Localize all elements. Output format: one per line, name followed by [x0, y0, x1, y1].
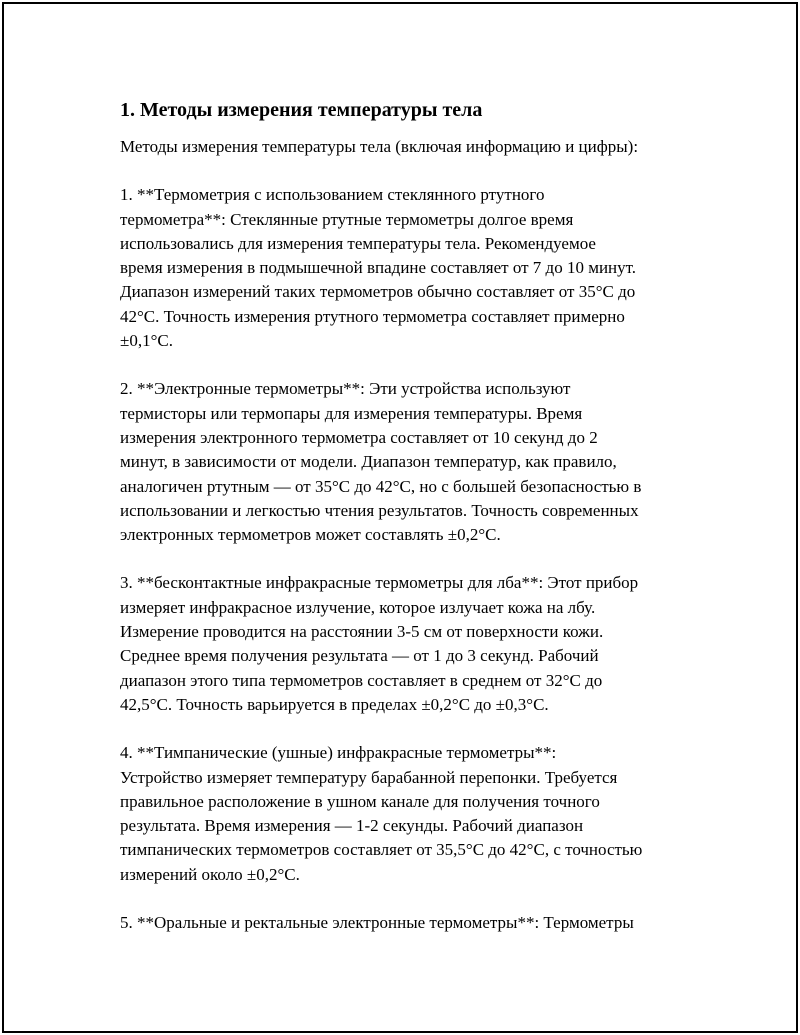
paragraph-line: 5. **Оральные и ректальные электронные термометры**: Термометры	[120, 913, 634, 933]
paragraph-line: 3. **бесконтактные инфракрасные термометры для лба**: Этот прибор	[120, 573, 639, 593]
section-oral-rectal	[120, 911, 700, 935]
paragraph-line: 42°C. Точность измерения ртутного термометра составляет примерно	[120, 306, 625, 326]
paragraph-line: электронных термометров может составлять ±0,2°C.	[120, 525, 501, 545]
paragraph-line: 42,5°C. Точность варьируется в пределах ±0,2°C до ±0,3°C.	[120, 694, 549, 714]
paragraph-line: Измерение проводится на расстоянии 3-5 см от поверхности кожи.	[120, 622, 604, 642]
paragraph-line: использовании и легкостью чтения результатов. Точность современных	[120, 500, 639, 520]
paragraph-line: Среднее время получения результата — от 1 до 3 секунд. Рабочий	[120, 646, 599, 666]
section-mercury-thermometer	[120, 183, 700, 353]
paragraph-line: 1. **Термометрия с использованием стеклянного ртутного	[120, 185, 545, 205]
paragraph-line: время измерения в подмышечной впадине составляет от 7 до 10 минут.	[120, 258, 637, 278]
paragraph-line: термометра**: Стеклянные ртутные термометры долгое время	[120, 209, 574, 229]
paragraph-line: результата. Время измерения — 1-2 секунды. Рабочий диапазон	[120, 816, 584, 836]
paragraph-line: ±0,1°C.	[120, 331, 173, 351]
document-page	[2, 2, 798, 1033]
paragraph-line: использовались для измерения температуры тела. Рекомендуемое	[120, 233, 596, 253]
paragraph-line: Диапазон измерений таких термометров обычно составляет от 35°C до	[120, 282, 636, 302]
paragraph-line: 4. **Тимпанические (ушные) инфракрасные термометры**:	[120, 743, 557, 763]
document-body	[120, 96, 700, 959]
paragraph-line: термисторы или термопары для измерения температуры. Время	[120, 403, 583, 423]
section-forehead-infrared	[120, 571, 700, 717]
section-electronic-thermometers	[120, 377, 700, 547]
paragraph-line: правильное расположение в ушном канале для получения точного	[120, 791, 600, 811]
paragraph-line: Устройство измеряет температуру барабанной перепонки. Требуется	[120, 767, 618, 787]
intro-paragraph: Методы измерения температуры тела (включая информацию и цифры):	[120, 137, 639, 156]
paragraph-line: 2. **Электронные термометры**: Эти устройства используют	[120, 379, 571, 399]
paragraph-line: аналогичен ртутным — от 35°C до 42°C, но с большей безопасностью в	[120, 476, 642, 496]
document-heading: 1. Методы измерения температуры тела	[120, 99, 483, 121]
section-tympanic-infrared	[120, 741, 700, 887]
paragraph-line: измеряет инфракрасное излучение, которое излучает кожа на лбу.	[120, 597, 596, 617]
paragraph-line: диапазон этого типа термометров составляет в среднем от 32°C до	[120, 670, 603, 690]
paragraph-line: минут, в зависимости от модели. Диапазон температур, как правило,	[120, 452, 617, 472]
paragraph-line: измерений около ±0,2°C.	[120, 864, 300, 884]
paragraph-line: измерения электронного термометра составляет от 10 секунд до 2	[120, 427, 598, 447]
paragraph-line: тимпанических термометров составляет от 35,5°C до 42°C, с точностью	[120, 840, 643, 860]
